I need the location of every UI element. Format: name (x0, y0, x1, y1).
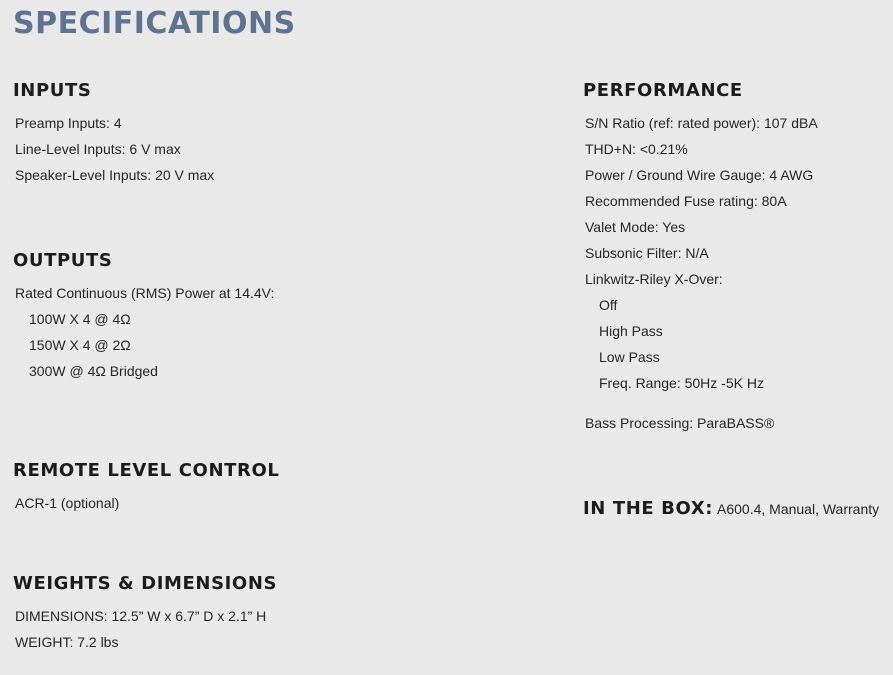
inputs-heading: INPUTS (13, 80, 92, 101)
performance-crossover-low: Low Pass (599, 349, 660, 365)
outputs-4x2ohm: 150W X 4 @ 2Ω (29, 337, 131, 353)
performance-crossover: Linkwitz-Riley X-Over: (585, 271, 723, 287)
outputs-rated-power: Rated Continuous (RMS) Power at 14.4V: (15, 285, 275, 301)
in-the-box-heading: IN THE BOX: (583, 498, 713, 519)
remote-acr: ACR-1 (optional) (15, 495, 120, 511)
performance-heading: PERFORMANCE (583, 80, 743, 101)
performance-crossover-high: High Pass (599, 323, 663, 339)
in-the-box-content: A600.4, Manual, Warranty (717, 501, 880, 517)
outputs-4x4ohm: 100W X 4 @ 4Ω (29, 311, 131, 327)
performance-fuse: Recommended Fuse rating: 80A (585, 193, 787, 209)
performance-valet: Valet Mode: Yes (585, 219, 686, 235)
in-the-box (583, 498, 879, 520)
weights-weight: WEIGHT: 7.2 lbs (15, 634, 119, 650)
performance-thd: THD+N: <0.21% (585, 141, 688, 157)
outputs-bridged: 300W @ 4Ω Bridged (29, 363, 158, 379)
performance-bass-processing: Bass Processing: ParaBASS® (585, 415, 775, 431)
inputs-preamp: Preamp Inputs: 4 (15, 115, 122, 131)
inputs-speaker-level: Speaker-Level Inputs: 20 V max (15, 167, 215, 183)
performance-wire-gauge: Power / Ground Wire Gauge: 4 AWG (585, 167, 814, 183)
inputs-line-level: Line-Level Inputs: 6 V max (15, 141, 181, 157)
performance-crossover-off: Off (599, 297, 618, 313)
performance-sn-ratio: S/N Ratio (ref: rated power): 107 dBA (585, 115, 818, 131)
page-title: SPECIFICATIONS (13, 6, 296, 41)
weights-heading: WEIGHTS & DIMENSIONS (13, 573, 278, 594)
performance-freq-range: Freq. Range: 50Hz -5K Hz (599, 375, 764, 391)
remote-heading: REMOTE LEVEL CONTROL (13, 460, 280, 481)
weights-dimensions: DIMENSIONS: 12.5” W x 6.7” D x 2.1” H (15, 608, 267, 624)
performance-subsonic: Subsonic Filter: N/A (585, 245, 709, 261)
outputs-heading: OUTPUTS (13, 250, 113, 271)
